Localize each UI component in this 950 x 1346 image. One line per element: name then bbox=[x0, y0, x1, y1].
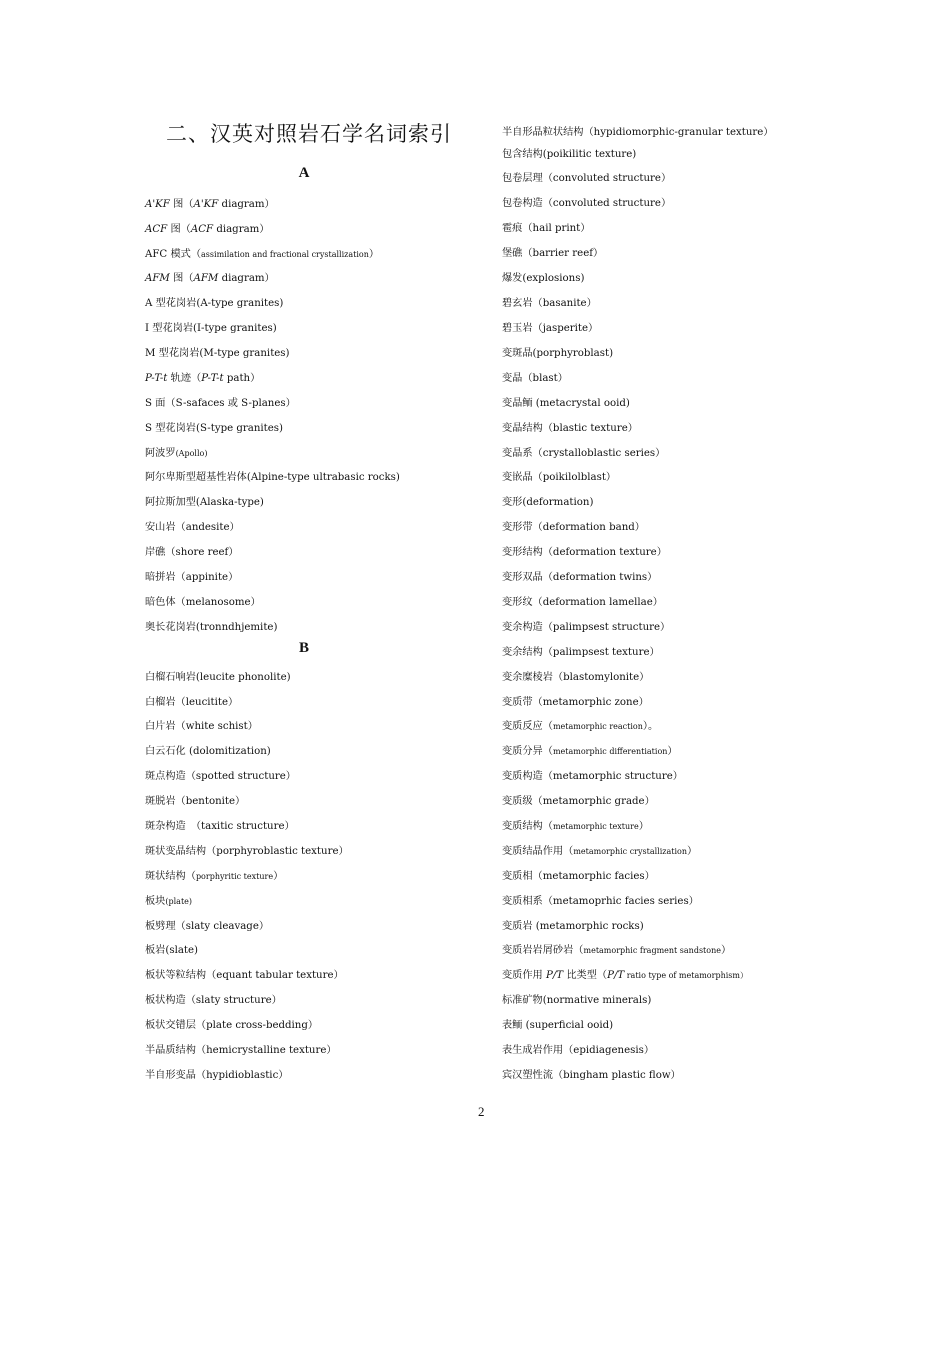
page-title: 二、汉英对照岩石学名词索引 bbox=[166, 122, 452, 146]
index-entry: 变余结构（palimpsest texture） bbox=[502, 647, 660, 658]
index-entry: 白榴石响岩(leucite phonolite) bbox=[145, 672, 291, 683]
index-entry: I 型花岗岩(I-type granites) bbox=[145, 323, 277, 334]
index-entry: 变斑晶(porphyroblast) bbox=[502, 348, 614, 359]
index-entry: 变形结构（deformation texture） bbox=[502, 547, 667, 558]
index-entry: 半自形晶粒状结构（hypidiomorphic-granular texture） bbox=[502, 127, 774, 138]
index-entry: 变质级（metamorphic grade） bbox=[502, 796, 655, 807]
index-entry: 表鲕 (superficial ooid) bbox=[502, 1020, 614, 1031]
index-entry: 变质作用 P/T 比类型（P/T ratio type of metamorphism） bbox=[502, 970, 748, 981]
index-entry: 奥长花岗岩(tronndhjemite) bbox=[145, 622, 278, 633]
index-entry: 变质岩 (metamorphic rocks) bbox=[502, 921, 644, 932]
index-entry: 板劈理（slaty cleavage） bbox=[145, 921, 270, 932]
index-entry: 斑状结构（porphyritic texture） bbox=[145, 871, 284, 882]
index-entry: 变晶鲕 (metacrystal ooid) bbox=[502, 398, 630, 409]
index-entry: 变质分异（metamorphic differentiation） bbox=[502, 746, 678, 757]
index-entry: 包卷层理（convoluted structure） bbox=[502, 173, 672, 184]
index-entry: 白片岩（white schist） bbox=[145, 721, 258, 732]
index-entry: 堡礁（barrier reef） bbox=[502, 248, 604, 259]
index-entry: 变质反应（metamorphic reaction）。 bbox=[502, 721, 659, 732]
index-entry: 变质构造（metamorphic structure） bbox=[502, 771, 683, 782]
index-entry: 变形(deformation) bbox=[502, 497, 594, 508]
index-entry: AFM 图（AFM diagram） bbox=[145, 273, 275, 284]
index-entry: 斑状变晶结构（porphyroblastic texture） bbox=[145, 846, 349, 857]
index-entry: 斑脱岩（bentonite） bbox=[145, 796, 246, 807]
index-entry: 阿波罗(Apollo) bbox=[145, 448, 208, 459]
index-entry: 碧玄岩（basanite） bbox=[502, 298, 597, 309]
index-entry: 碧玉岩（jasperite） bbox=[502, 323, 599, 334]
index-entry: 板状交错层（plate cross-bedding） bbox=[145, 1020, 319, 1031]
index-entry: 雹痕（hail print） bbox=[502, 223, 591, 234]
index-entry: M 型花岗岩(M-type granites) bbox=[145, 348, 290, 359]
index-entry: 变余构造（palimpsest structure） bbox=[502, 622, 671, 633]
index-entry: P-T-t 轨迹（P-T-t path） bbox=[145, 373, 261, 384]
index-entry: 表生成岩作用（epidiagenesis） bbox=[502, 1045, 655, 1056]
index-entry: 包卷构造（convoluted structure） bbox=[502, 198, 672, 209]
section-letter-a: A bbox=[298, 165, 310, 181]
index-entry: 变质相（metamorphic facies） bbox=[502, 871, 655, 882]
index-entry: A 型花岗岩(A-type granites) bbox=[145, 298, 284, 309]
index-entry: 斑杂构造 （taxitic structure） bbox=[145, 821, 295, 832]
index-entry: 变质相系（metamoprhic facies series） bbox=[502, 896, 699, 907]
index-entry: 暗色体（melanosome） bbox=[145, 597, 261, 608]
index-entry: 变质岩岩屑砂岩（metamorphic fragment sandstone） bbox=[502, 945, 732, 956]
index-entry: 变质结晶作用（metamorphic crystallization） bbox=[502, 846, 698, 857]
index-entry: 变形双晶（deformation twins） bbox=[502, 572, 658, 583]
index-entry: 半自形变晶（hypidioblastic） bbox=[145, 1070, 289, 1081]
index-entry: A'KF 图（A'KF diagram） bbox=[145, 199, 275, 210]
index-entry: 板状等粒结构（equant tabular texture） bbox=[145, 970, 344, 981]
index-entry: S 面（S-safaces 或 S-planes） bbox=[145, 398, 296, 409]
index-entry: 变晶（blast） bbox=[502, 373, 568, 384]
index-entry: 板岩(slate) bbox=[145, 945, 199, 956]
page-number: 2 bbox=[478, 1104, 485, 1119]
index-entry: 变形纹（deformation lamellae） bbox=[502, 597, 663, 608]
index-entry: 变晶结构（blastic texture） bbox=[502, 423, 638, 434]
index-entry: 安山岩（andesite） bbox=[145, 522, 240, 533]
index-entry: 变嵌晶（poikilolblast） bbox=[502, 472, 617, 483]
index-entry: 白榴岩（leucitite） bbox=[145, 697, 239, 708]
index-entry: 变形带（deformation band） bbox=[502, 522, 645, 533]
index-entry: 变晶系（crystalloblastic series） bbox=[502, 448, 666, 459]
index-entry: 半晶质结构（hemicrystalline texture） bbox=[145, 1045, 337, 1056]
section-letter-b: B bbox=[298, 640, 309, 656]
index-entry: 变余糜棱岩（blastomylonite） bbox=[502, 672, 650, 683]
index-entry: 阿拉斯加型(Alaska-type) bbox=[145, 497, 264, 508]
index-entry: 板块(plate) bbox=[145, 896, 193, 907]
index-entry: 板状构造（slaty structure） bbox=[145, 995, 282, 1006]
index-entry: ACF 图（ACF diagram） bbox=[145, 224, 270, 235]
index-entry: 变质带（metamorphic zone） bbox=[502, 697, 649, 708]
index-entry: S 型花岗岩(S-type granites) bbox=[145, 423, 283, 434]
index-entry: 标准矿物(normative minerals) bbox=[502, 995, 652, 1006]
index-entry: 变质结构（metamorphic texture） bbox=[502, 821, 649, 832]
index-entry: 宾汉塑性流（bingham plastic flow） bbox=[502, 1070, 681, 1081]
index-entry: 爆发(explosions) bbox=[502, 273, 585, 284]
index-entry: 斑点构造（spotted structure） bbox=[145, 771, 296, 782]
index-entry: 阿尔卑斯型超基性岩体(Alpine-type ultrabasic rocks) bbox=[145, 472, 400, 483]
index-entry: 包含结构(poikilitic texture) bbox=[502, 149, 637, 160]
index-entry: AFC 模式（assimilation and fractional crystallization） bbox=[145, 249, 380, 260]
index-entry: 岸礁（shore reef） bbox=[145, 547, 239, 558]
index-entry: 暗拼岩（appinite） bbox=[145, 572, 239, 583]
index-entry: 白云石化 (dolomitization) bbox=[145, 746, 271, 757]
